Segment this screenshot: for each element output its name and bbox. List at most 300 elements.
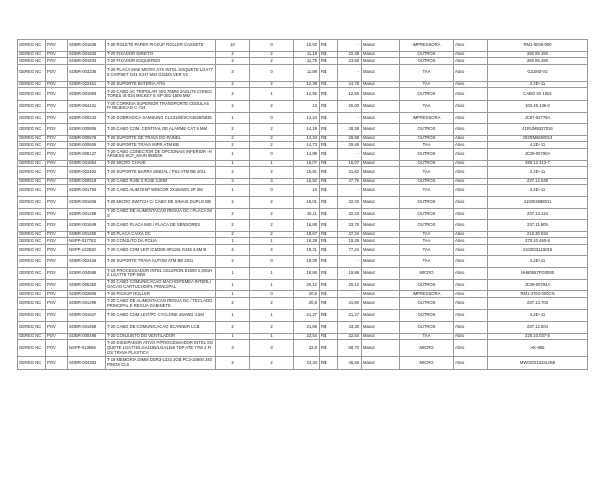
cell-unit: GEREG NC	[18, 231, 46, 238]
cell-status: Manut	[362, 322, 400, 334]
cell-description: T-20 CABO COM. CENTRAL DE ALARME CAT 5 MM	[106, 124, 216, 136]
cell-unit-price: 19,86	[294, 268, 320, 280]
cell-total: 26,00	[338, 100, 362, 112]
cell-active: Ativo	[454, 340, 488, 357]
cell-qty: 2	[216, 256, 250, 268]
cell-type: POV	[46, 142, 68, 149]
cell-unit: GEREG NC	[18, 148, 46, 160]
cell-description: T-20 CABO RJ45 X RJ45 3,00M	[106, 178, 216, 185]
cell-unit: GEREG NC	[18, 58, 46, 65]
cell-currency: R$	[320, 297, 338, 310]
cell-part-number: 203RM6650014	[488, 135, 588, 142]
cell-active: Ativo	[454, 322, 488, 334]
cell-category: TAA	[400, 81, 454, 88]
cell-unit: GEREG NC	[18, 256, 46, 268]
cell-description: T-19 MEMORIA DIMM DDR3-1333 2GB PC3-10600 240 PINOS CL9	[106, 357, 216, 370]
table-row	[18, 279, 588, 291]
cell-category: OUTROS	[400, 124, 454, 136]
cell-qty: 2	[216, 81, 250, 88]
cell-unit: GEREG NC	[18, 112, 46, 124]
cell-active: Ativo	[454, 291, 488, 298]
table-row	[18, 238, 588, 245]
cell-currency: R$	[320, 51, 338, 58]
cell-status: Manut	[362, 124, 400, 136]
cell-description: T-20 CONJUTO DA POLIA	[106, 238, 216, 245]
cell-total: 32,02	[338, 196, 362, 208]
cell-unit-price: 22,54	[294, 333, 320, 340]
table-row	[18, 208, 588, 220]
cell-code: SOBR-000676	[68, 135, 106, 142]
cell-status: Manut	[362, 357, 400, 370]
cell-status: Manut	[362, 310, 400, 322]
cell-code: SOBR-000242	[68, 112, 106, 124]
cell-description: T-20 CABO COM LEIT ICM300-3R1181 RJ45 4,5M B	[106, 244, 216, 256]
cell-unit: GEREG NC	[18, 178, 46, 185]
cell-qty-avail: 2	[250, 51, 294, 58]
cell-unit: GEREG NC	[18, 357, 46, 370]
cell-code: SOBR-001649	[68, 220, 106, 232]
cell-part-number: 4,2E+11	[488, 185, 588, 197]
table-row	[18, 88, 588, 101]
cell-part-number: G31M3-V2	[488, 64, 588, 81]
cell-description: T-20 CABO DE COMUNICACAO SCANNER LCB	[106, 322, 216, 334]
cell-qty-avail: 2	[250, 58, 294, 65]
cell-qty: 2	[216, 135, 250, 142]
cell-status: Manut	[362, 167, 400, 179]
cell-qty: 1	[216, 160, 250, 167]
cell-unit-price: 11,19	[294, 51, 320, 58]
cell-category: OUTROS	[400, 220, 454, 232]
table-row	[18, 112, 588, 124]
cell-status: Manut	[362, 238, 400, 245]
cell-part-number: 4,2E+11	[488, 81, 588, 88]
cell-unit: GEREG NC	[18, 208, 46, 220]
cell-qty: 3	[216, 178, 250, 185]
cell-status: Manut	[362, 40, 400, 52]
table-row	[18, 100, 588, 112]
cell-category: OUTROS	[400, 208, 454, 220]
cell-qty: 1	[216, 112, 250, 124]
cell-qty: 1	[216, 185, 250, 197]
cell-type: POV	[46, 340, 68, 357]
cell-qty: 2	[216, 51, 250, 58]
cell-category: OUTROS	[400, 58, 454, 65]
cell-type: POV	[46, 100, 68, 112]
cell-code: SOBR-000926	[68, 142, 106, 149]
cell-status: Manut	[362, 340, 400, 357]
cell-qty-avail: 3	[250, 340, 294, 357]
cell-description: T-20 CABO DE ALIMENTACAO REGUA DC / TECLADO PRINCIPAL E REGUA GABINETE	[106, 297, 216, 310]
cell-category: MICRO	[400, 340, 454, 357]
cell-currency: R$	[320, 167, 338, 179]
cell-qty: 2	[216, 88, 250, 101]
cell-currency: R$	[320, 100, 338, 112]
cell-part-number: 4,2E+11	[488, 256, 588, 268]
cell-description: T-20 CABO PLACA IMS / PLACA DE SENSORES	[106, 220, 216, 232]
table-row	[18, 196, 588, 208]
cell-status: Manut	[362, 256, 400, 268]
cell-category: OUTROS	[400, 135, 454, 142]
cell-category: OUTROS	[400, 51, 454, 58]
cell-active: Ativo	[454, 40, 488, 52]
cell-status: Manut	[362, 220, 400, 232]
table-row	[18, 167, 588, 179]
cell-qty-avail: 2	[250, 124, 294, 136]
cell-status: Manut	[362, 185, 400, 197]
cell-unit-price: 12,55	[294, 88, 320, 101]
cell-part-number: 41RUM5327016	[488, 124, 588, 136]
cell-part-number: CABO 3X 1001	[488, 88, 588, 101]
table-row	[18, 185, 588, 197]
cell-currency: R$	[320, 238, 338, 245]
cell-active: Ativo	[454, 167, 488, 179]
cell-type: POV	[46, 196, 68, 208]
cell-qty-avail: 0	[250, 148, 294, 160]
cell-currency: R$	[320, 310, 338, 322]
cell-unit: GEREG NC	[18, 160, 46, 167]
cell-status: Manut	[362, 178, 400, 185]
cell-description: T-20 SUPORTE BARRA SINDAL / PS2 ATM BB 2011	[106, 167, 216, 179]
table-row	[18, 297, 588, 310]
cell-type: POV	[46, 279, 68, 291]
cell-description: T-19 PROCESSADOR INTEL CELERON E1600 2,40GHZ LGA775 TDP 65W	[106, 268, 216, 280]
cell-code: NSPP-013586	[68, 340, 106, 357]
cell-unit-price: 16	[294, 185, 320, 197]
cell-qty-avail: 0	[250, 40, 294, 52]
cell-total: -	[338, 185, 362, 197]
cell-code: SOBR-001893	[68, 88, 106, 101]
cell-part-number: 237.12.504	[488, 322, 588, 334]
cell-active: Ativo	[454, 64, 488, 81]
cell-currency: R$	[320, 220, 338, 232]
cell-unit: GEREG NC	[18, 185, 46, 197]
cell-category: TAA	[400, 64, 454, 81]
cell-code: SOBR-001250	[68, 231, 106, 238]
cell-qty: 2	[216, 58, 250, 65]
cell-description: T-20 SUPORTE TRAVA IMPR ATM BB	[106, 142, 216, 149]
cell-qty: 1	[216, 148, 250, 160]
cell-total: 21,27	[338, 310, 362, 322]
cell-code: SOBR-003336	[68, 64, 106, 81]
cell-part-number: 260 85 280	[488, 58, 588, 65]
cell-type: POV	[46, 291, 68, 298]
cell-active: Ativo	[454, 220, 488, 232]
cell-status: Manut	[362, 231, 400, 238]
cell-total: -	[338, 256, 362, 268]
cell-description: T-20 MICRO CHAVE	[106, 160, 216, 167]
cell-unit: GEREG NC	[18, 238, 46, 245]
cell-qty: 2	[216, 124, 250, 136]
cell-qty-avail: 1	[250, 279, 294, 291]
table-row	[18, 268, 588, 280]
cell-part-number: JC39-00790A	[488, 148, 588, 160]
cell-category: TAA	[400, 333, 454, 340]
cell-type: POV	[46, 220, 68, 232]
cell-unit-price: 14,73	[294, 142, 320, 149]
table-row	[18, 340, 588, 357]
cell-qty-avail: 1	[250, 310, 294, 322]
cell-part-number: 410304688011	[488, 196, 588, 208]
cell-unit: GEREG NC	[18, 279, 46, 291]
cell-currency: R$	[320, 256, 338, 268]
cell-code: SOBR-001654	[68, 160, 106, 167]
cell-type: POV	[46, 40, 68, 52]
cell-category: OUTROS	[400, 279, 454, 291]
cell-unit-price: 19,31	[294, 244, 320, 256]
cell-code: SOBR-001606	[68, 196, 106, 208]
cell-total: 28,38	[338, 124, 362, 136]
cell-active: Ativo	[454, 238, 488, 245]
cell-currency: R$	[320, 112, 338, 124]
cell-total: 68,70	[338, 340, 362, 357]
cell-code: SOBR-001659	[68, 322, 106, 334]
cell-active: Ativo	[454, 135, 488, 142]
cell-type: POV	[46, 124, 68, 136]
cell-part-number: 220.10.037-5	[488, 333, 588, 340]
cell-category: TAA	[400, 238, 454, 245]
cell-currency: R$	[320, 88, 338, 101]
cell-qty-avail: 0	[250, 291, 294, 298]
cell-unit: GEREG NC	[18, 340, 46, 357]
cell-part-number: 4,2E+11	[488, 310, 588, 322]
cell-type: POV	[46, 81, 68, 88]
cell-unit-price: 14,19	[294, 124, 320, 136]
cell-qty-avail: 2	[250, 167, 294, 179]
table-row	[18, 64, 588, 81]
cell-total: 29,46	[338, 142, 362, 149]
cell-description: T-20 SUPORTE DE TRAVA DO PAINEL	[106, 135, 216, 142]
cell-type: POV	[46, 244, 68, 256]
cell-unit-price: 22,9	[294, 340, 320, 357]
table-row	[18, 322, 588, 334]
cell-qty-avail: 2	[250, 357, 294, 370]
cell-total: 19,29	[338, 238, 362, 245]
cell-qty: 2	[216, 100, 250, 112]
cell-category: IMPRESSORA	[400, 112, 454, 124]
cell-active: Ativo	[454, 196, 488, 208]
cell-type: POV	[46, 178, 68, 185]
cell-qty: 3	[216, 64, 250, 81]
table-row	[18, 231, 588, 238]
cell-code: SOBR-002402	[68, 167, 106, 179]
cell-qty: 1	[216, 279, 250, 291]
cell-active: Ativo	[454, 357, 488, 370]
cell-part-number: 270.10.460-8	[488, 238, 588, 245]
table-row	[18, 333, 588, 340]
cell-description: T-20 SUPORTE TRAVA AUTOM ATM BB 2011	[106, 256, 216, 268]
cell-currency: R$	[320, 196, 338, 208]
cell-qty: 2	[216, 142, 250, 149]
cell-total: -	[338, 148, 362, 160]
cell-currency: R$	[320, 244, 338, 256]
cell-total: 12,55	[338, 88, 362, 101]
cell-code: SOBR-008137	[68, 148, 106, 160]
cell-category: OUTROS	[400, 160, 454, 167]
cell-category: OUTROS	[400, 148, 454, 160]
cell-part-number: 280 12 313-7	[488, 160, 588, 167]
cell-currency: R$	[320, 208, 338, 220]
cell-description: T-20 FIXADOR DIREITO	[106, 51, 216, 58]
cell-category: OUTROS	[400, 322, 454, 334]
cell-description: T-20 CORREIA SUPERIOR TRANSPORTE CEDULAS P/ REJEICAO C-724	[106, 100, 216, 112]
cell-unit-price: 20,5	[294, 291, 320, 298]
cell-description: T-20 CABO ALIM DISP WINCOR 2X18AWG 2P 3M	[106, 185, 216, 197]
cell-unit-price: 21,65	[294, 322, 320, 334]
cell-unit-price: 20,8	[294, 297, 320, 310]
cell-qty-avail: 2	[250, 100, 294, 112]
cell-type: POV	[46, 310, 68, 322]
cell-currency: R$	[320, 160, 338, 167]
cell-status: Manut	[362, 148, 400, 160]
cell-unit-price: 21,27	[294, 310, 320, 322]
spreadsheet	[17, 39, 587, 370]
cell-code: SOBR-001794	[68, 185, 106, 197]
cell-unit: GEREG NC	[18, 333, 46, 340]
cell-type: POV	[46, 231, 68, 238]
cell-currency: R$	[320, 291, 338, 298]
table-row	[18, 256, 588, 268]
cell-qty: 4	[216, 244, 250, 256]
cell-category: OUTROS	[400, 297, 454, 310]
cell-description: T-20 SUPORTE BATERIA ATM	[106, 81, 216, 88]
cell-description: T-20 DOBRADICA SAMSUNG CLX3160/SCX4828/5835	[106, 112, 216, 124]
cell-total: 43,30	[338, 322, 362, 334]
cell-type: POV	[46, 58, 68, 65]
cell-unit-price: 20,12	[294, 279, 320, 291]
cell-active: Ativo	[454, 333, 488, 340]
cell-description: T-20 PLACA CAIXA DC	[106, 231, 216, 238]
cell-part-number: 4,2E+11	[488, 167, 588, 179]
cell-unit-price: 16,11	[294, 208, 320, 220]
cell-category: IMPRESSORA	[400, 40, 454, 52]
cell-qty: 2	[216, 196, 250, 208]
cell-currency: R$	[320, 231, 338, 238]
cell-type: POV	[46, 51, 68, 58]
cell-unit-price: 15,92	[294, 178, 320, 185]
cell-unit-price: 18,67	[294, 231, 320, 238]
cell-description: T-20 PICKUP ROLLER	[106, 291, 216, 298]
cell-type: POV	[46, 148, 68, 160]
cell-active: Ativo	[454, 244, 488, 256]
cell-unit: GEREG NC	[18, 244, 46, 256]
cell-qty: 2	[216, 220, 250, 232]
cell-type: POV	[46, 88, 68, 101]
cell-part-number: 102.49.136-0	[488, 100, 588, 112]
cell-active: Ativo	[454, 310, 488, 322]
cell-part-number: HH80557PG0080	[488, 268, 588, 280]
table-row	[18, 135, 588, 142]
cell-active: Ativo	[454, 185, 488, 197]
cell-active: Ativo	[454, 81, 488, 88]
cell-currency: R$	[320, 124, 338, 136]
cell-total: -	[338, 64, 362, 81]
cell-part-number: 4103031115015	[488, 244, 588, 256]
table-row	[18, 178, 588, 185]
cell-active: Ativo	[454, 231, 488, 238]
cell-active: Ativo	[454, 178, 488, 185]
cell-qty: 1	[216, 310, 250, 322]
cell-active: Ativo	[454, 51, 488, 58]
cell-qty: 2	[216, 167, 250, 179]
cell-category: MICRO	[400, 268, 454, 280]
cell-status: Manut	[362, 135, 400, 142]
cell-currency: R$	[320, 340, 338, 357]
cell-qty: 1	[216, 238, 250, 245]
cell-active: Ativo	[454, 112, 488, 124]
cell-type: POV	[46, 297, 68, 310]
cell-description: T-20 CABO CONECTOR DE OPCIONAIS INFERIOR -HARNESS-SCF_MAIN 6555XK	[106, 148, 216, 160]
cell-part-number: 4,2E+11	[488, 142, 588, 149]
cell-qty: 2	[216, 297, 250, 310]
cell-status: Manut	[362, 333, 400, 340]
cell-qty-avail: 2	[250, 135, 294, 142]
cell-description: T-20 CABO DE ALIMENTACAO REGUA DC / PLACA IMS	[106, 208, 216, 220]
cell-unit-price: 19,39	[294, 256, 320, 268]
cell-currency: R$	[320, 142, 338, 149]
cell-total: 19,86	[338, 268, 362, 280]
cell-currency: R$	[320, 135, 338, 142]
cell-unit-price: 10,62	[294, 40, 320, 52]
cell-code: NSPP-017783	[68, 238, 106, 245]
cell-category: TAA	[400, 167, 454, 179]
cell-active: Ativo	[454, 208, 488, 220]
cell-code: SOBR-001627	[68, 310, 106, 322]
cell-type: POV	[46, 185, 68, 197]
cell-description: T-20 PLACA MAE MICRO ATX INTEL SOQUETE LGA775 CHIPSET G31 ICH7 MSI G31M3 VER V2	[106, 64, 216, 81]
cell-status: Manut	[362, 51, 400, 58]
cell-qty-avail: 1	[250, 160, 294, 167]
cell-qty-avail: 0	[250, 185, 294, 197]
cell-status: Manut	[362, 160, 400, 167]
cell-qty-avail: 2	[250, 322, 294, 334]
cell-qty-avail: 2	[250, 142, 294, 149]
cell-description: T-20 CONJUNTO DO VENTILADOR	[106, 333, 216, 340]
inventory-table	[17, 39, 588, 370]
cell-active: Ativo	[454, 100, 488, 112]
cell-qty: 2	[216, 208, 250, 220]
cell-unit-price: 11,89	[294, 64, 320, 81]
cell-total: -	[338, 291, 362, 298]
cell-total: 20,12	[338, 279, 362, 291]
cell-unit: GEREG NC	[18, 64, 46, 81]
cell-part-number: 237.13.703	[488, 297, 588, 310]
cell-qty-avail: 3	[250, 178, 294, 185]
cell-description: T-20 CABO COM LEIT/PC CYCLONE 28AWG 4,5M	[106, 310, 216, 322]
cell-code: SOBR-002605	[68, 291, 106, 298]
cell-unit: GEREG NC	[18, 297, 46, 310]
cell-part-number: 237.13.124	[488, 208, 588, 220]
cell-status: Manut	[362, 279, 400, 291]
cell-part-number: AK-955	[488, 340, 588, 357]
cell-unit-price: 11,75	[294, 58, 320, 65]
cell-type: POV	[46, 64, 68, 81]
cell-currency: R$	[320, 322, 338, 334]
cell-qty: 1	[216, 268, 250, 280]
cell-total: 47,76	[338, 178, 362, 185]
cell-type: POV	[46, 135, 68, 142]
cell-total: 28,68	[338, 135, 362, 142]
cell-total: 41,60	[338, 297, 362, 310]
cell-unit: GEREG NC	[18, 142, 46, 149]
cell-code: SOBR-000496	[68, 333, 106, 340]
cell-status: Manut	[362, 112, 400, 124]
cell-qty: 1	[216, 291, 250, 298]
cell-status: Manut	[362, 100, 400, 112]
cell-qty: 3	[216, 340, 250, 357]
cell-unit-price: 16,88	[294, 220, 320, 232]
cell-currency: R$	[320, 81, 338, 88]
cell-qty: 2	[216, 322, 250, 334]
